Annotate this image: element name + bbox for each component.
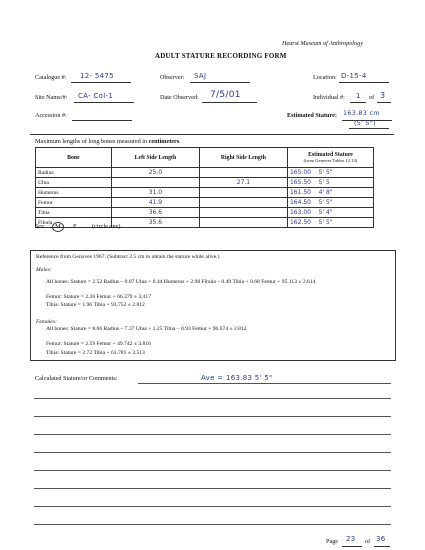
date-value: 7/5/01 [210, 90, 241, 100]
left-length[interactable]: 35.6 [111, 218, 199, 228]
individual-total: 3 [380, 91, 386, 100]
males-label: Males: [36, 267, 52, 273]
est-cm: 161.50 [289, 189, 311, 196]
est-cm: 165.50 [289, 179, 311, 186]
comment-line[interactable] [34, 488, 391, 489]
bone-name: Femur [36, 198, 112, 208]
bone-name: Tibia [36, 208, 112, 218]
bone-name: Radius [36, 168, 112, 178]
est-ft: 5' 5 [318, 179, 330, 186]
estimated-stature-field-2[interactable] [349, 128, 389, 129]
observer-value: SAJ [194, 72, 207, 80]
header-estimated [287, 148, 373, 168]
left-length[interactable] [111, 178, 199, 188]
sex-label: Sex: [35, 223, 46, 230]
observer-label: Observer: [160, 74, 185, 81]
est-stature[interactable] [287, 208, 373, 218]
comments-label: Calculated Stature/or Comments: [35, 375, 118, 382]
page-total-field[interactable] [374, 546, 390, 547]
females-tibia: Tibia: Stature = 2.72 Tibia + 63.781 ± 3.513 [46, 350, 145, 356]
table-row [36, 198, 374, 208]
page-field[interactable] [342, 546, 362, 547]
catalogue-field[interactable] [71, 82, 131, 83]
page-value: 23 [346, 535, 356, 543]
individual-value: 1 [356, 92, 361, 100]
table-row [36, 168, 374, 178]
est-cm: 164.50 [289, 199, 311, 206]
date-field[interactable] [202, 102, 257, 103]
header-bone: Bone [36, 148, 112, 168]
accession-label: Accession #: [35, 112, 67, 119]
page-of: of [365, 538, 371, 545]
individual-total-field[interactable] [377, 102, 391, 103]
bone-name: Fibula [36, 218, 112, 228]
est-stature[interactable] [287, 168, 373, 178]
females-label: Females: [36, 319, 57, 325]
bone-name: Humerus [36, 188, 112, 198]
est-stature[interactable] [287, 198, 373, 208]
measure-note-prefix: Maximum lengths of long bones measured in [35, 138, 149, 145]
estimated-stature-label: Estimated Stature: [287, 112, 337, 119]
estimated-stature-value: 163.83 cm [343, 109, 380, 117]
table-row [36, 178, 374, 188]
comment-line[interactable] [34, 398, 391, 399]
form-title: ADULT STATURE RECORDING FORM [155, 52, 287, 60]
est-stature[interactable] [287, 178, 373, 188]
comment-line[interactable] [34, 524, 391, 525]
individual-of: of [369, 94, 375, 101]
reference-line: Reference from Genoves 1967. (Subtract 2.5 cm to obtain the stature while alive.) [36, 254, 220, 260]
sex-row [35, 222, 120, 232]
left-length[interactable]: 25.0 [111, 168, 199, 178]
separator [30, 134, 394, 135]
table-row [36, 188, 374, 198]
right-length[interactable] [199, 218, 287, 228]
accession-field[interactable] [72, 120, 132, 121]
comments-value: Ave = 163.83 5' 5" [201, 374, 273, 382]
females-all-bones: All bones: Stature = 8.66 Radius – 7.37 Ulna + 1.25 Tibia – 0.93 Femur + 96.674 ± 2.812 [46, 326, 247, 332]
site-value: CA- Col-1 [78, 92, 114, 100]
site-field[interactable] [74, 102, 134, 103]
page-label: Page [326, 538, 339, 545]
comment-line[interactable] [34, 416, 391, 417]
left-length[interactable]: 41.9 [111, 198, 199, 208]
left-length[interactable]: 36.6 [111, 208, 199, 218]
est-ft: 5' 4" [318, 209, 333, 216]
bones-table [35, 147, 374, 228]
est-stature[interactable] [287, 188, 373, 198]
catalogue-value: 12- 5475 [80, 72, 114, 80]
table-row [36, 208, 374, 218]
individual-field[interactable] [350, 102, 366, 103]
individual-label: Individual #: [313, 94, 345, 101]
museum-name: Hearst Museum of Anthropology [282, 40, 363, 47]
location-value: D-15-4 [341, 72, 367, 80]
measure-note-period: . [179, 138, 181, 145]
est-ft: 5' 5" [318, 199, 333, 206]
sex-note: (circle one) [92, 223, 121, 230]
males-tibia: Tibia: Stature = 1.96 Tibia + 93.752 ± 2.812 [46, 302, 145, 308]
location-label: Location: [313, 74, 337, 81]
comment-line[interactable] [34, 506, 391, 507]
est-ft: 4' 8" [318, 189, 333, 196]
males-femur: Femur: Stature = 2.26 Femur + 66.379 ± 3.417 [46, 294, 151, 300]
estimated-stature-value-2: (5' 5") [354, 119, 376, 127]
location-field[interactable] [339, 82, 389, 83]
est-stature[interactable] [287, 218, 373, 228]
right-length[interactable] [199, 208, 287, 218]
right-length[interactable] [199, 188, 287, 198]
left-length[interactable]: 31.0 [111, 188, 199, 198]
males-all-bones: All bones: Stature = 2.52 Radius – 0.07 Ulna + 0.44 Humerus + 2.98 Fibula – 0.49 Tibia + 0.68 Femur + 95.113 ± 2.614 [46, 279, 316, 285]
page-total: 36 [376, 535, 386, 543]
observer-field[interactable] [190, 82, 250, 83]
est-cm: 165.00 [289, 169, 311, 176]
date-label: Date Observed: [160, 94, 199, 101]
catalogue-label: Catalogue #: [35, 74, 67, 81]
est-ft: 5' 5" [318, 219, 333, 226]
comment-line[interactable] [34, 470, 391, 471]
bone-name: Ulna [36, 178, 112, 188]
right-length[interactable] [199, 198, 287, 208]
header-estimated-sub: (from Genoves Tables 12,13) [303, 158, 358, 163]
comment-line[interactable] [34, 434, 391, 435]
header-right: Right Side Length [199, 148, 287, 168]
header-estimated-title: Estimated Stature [308, 152, 353, 158]
right-length[interactable] [199, 168, 287, 178]
header-left: Left Side Length [111, 148, 199, 168]
females-femur: Femur: Stature = 2.59 Femur + 49.742 ± 3.816 [46, 341, 151, 347]
est-cm: 163.00 [289, 209, 311, 216]
est-ft: 5' 5" [318, 169, 333, 176]
right-length[interactable]: 27.1 [199, 178, 287, 188]
comment-line[interactable] [34, 452, 391, 453]
measure-note [35, 138, 181, 145]
site-label: Site Name/#: [35, 94, 68, 101]
measure-note-unit: centimeters [148, 138, 180, 145]
sex-f-option[interactable]: F [73, 223, 77, 230]
comment-line[interactable] [138, 383, 391, 384]
sex-m-option[interactable]: M [52, 222, 64, 232]
est-cm: 162.50 [289, 219, 311, 226]
